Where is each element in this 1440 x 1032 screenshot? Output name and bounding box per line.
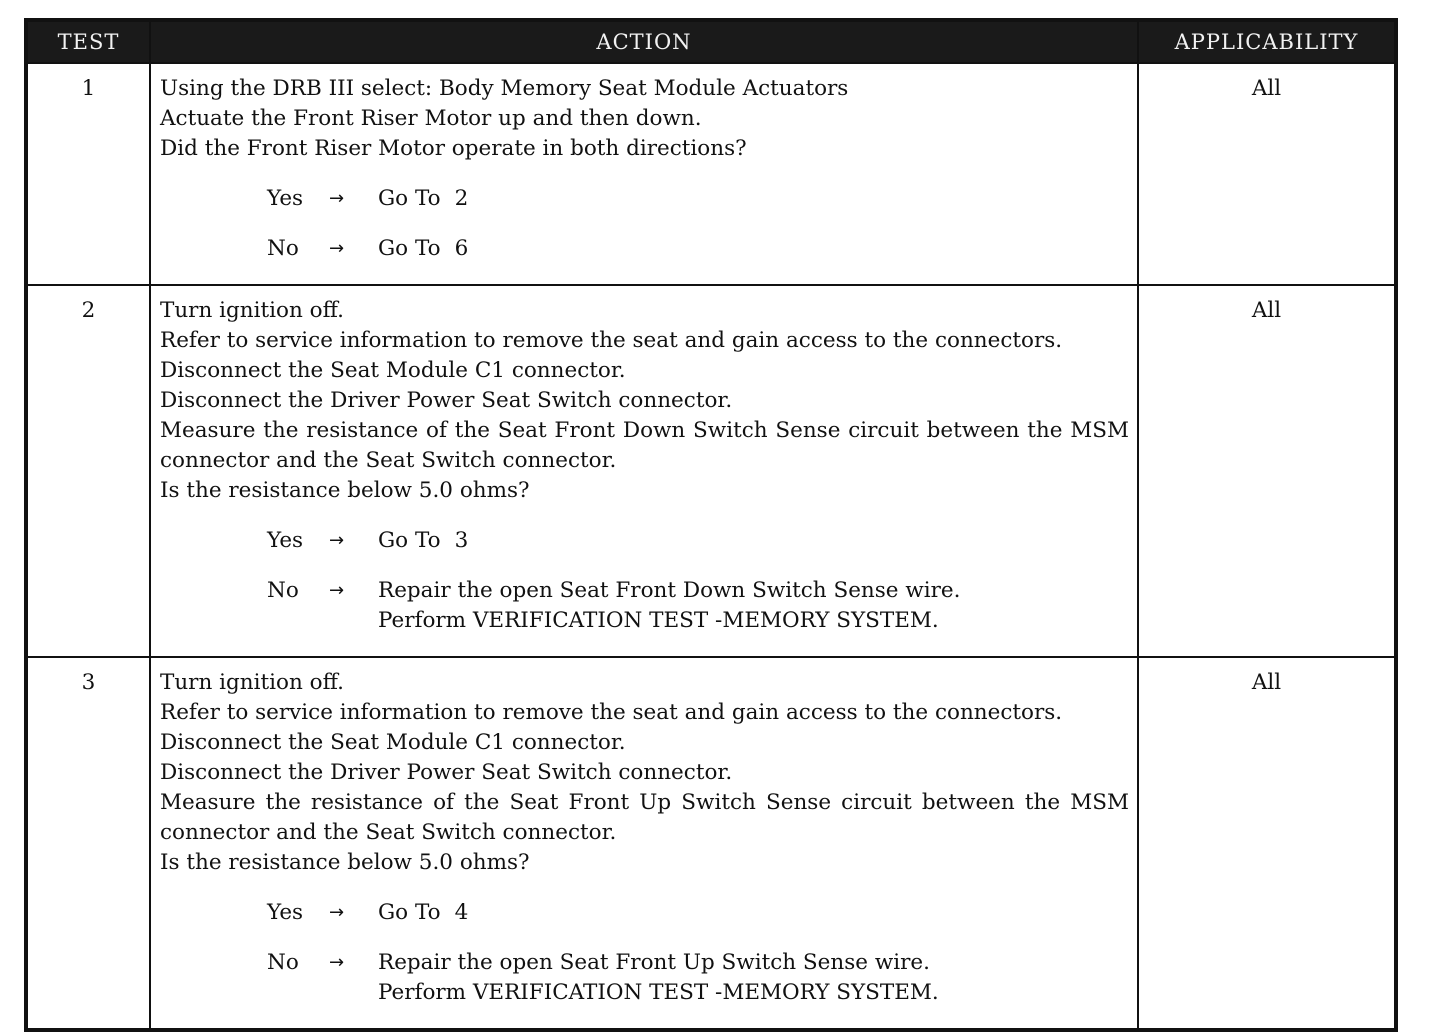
header-applicability: APPLICABILITY	[1138, 20, 1396, 63]
table-row	[26, 63, 1396, 285]
arrow-right-icon: →	[329, 580, 345, 601]
no-choice	[267, 948, 1129, 1008]
no-choice	[267, 234, 1129, 264]
yes-label: Yes	[267, 186, 304, 211]
table-body	[26, 63, 1396, 1030]
action-line: Refer to service information to remove the seat and gain access to the connectors.	[160, 700, 1063, 725]
table-row	[26, 657, 1396, 1030]
goto-number: 3	[454, 528, 469, 553]
arrow-right-icon: →	[329, 530, 345, 551]
goto-text	[378, 236, 468, 261]
header-action: ACTION	[150, 20, 1138, 63]
repair-instruction: Repair the open Seat Front Up Switch Sense wire.	[378, 950, 930, 975]
goto-number: 4	[454, 900, 469, 925]
answer-choices	[267, 184, 1129, 264]
yes-result	[378, 898, 468, 928]
action-cell	[150, 63, 1138, 285]
no-result	[378, 948, 939, 1008]
diagnostic-test-table	[24, 18, 1398, 1032]
test-number: 1	[26, 63, 150, 285]
action-line: Turn ignition off.	[160, 298, 344, 323]
yes-choice	[267, 898, 1129, 928]
goto-text	[378, 186, 468, 211]
no-label: No	[267, 578, 299, 603]
no-label: No	[267, 950, 299, 975]
goto-label: Go To	[378, 900, 441, 925]
answer-choices	[267, 898, 1129, 1008]
table-header	[26, 20, 1396, 63]
action-line: Did the Front Riser Motor operate in both directions?	[160, 136, 747, 161]
repair-instruction: Repair the open Seat Front Down Switch Sense wire.	[378, 578, 961, 603]
yes-label: Yes	[267, 900, 304, 925]
action-line: Actuate the Front Riser Motor up and then down.	[160, 106, 702, 131]
answer-choices	[267, 526, 1129, 636]
goto-number: 2	[454, 186, 469, 211]
goto-label: Go To	[378, 528, 441, 553]
goto-text	[378, 900, 468, 925]
action-cell	[150, 285, 1138, 657]
arrow-right-icon: →	[329, 952, 345, 973]
verification-instruction: Perform VERIFICATION TEST -MEMORY SYSTEM.	[378, 608, 939, 633]
action-line: Is the resistance below 5.0 ohms?	[160, 850, 530, 875]
no-result	[378, 234, 468, 264]
action-line: Disconnect the Driver Power Seat Switch connector.	[160, 760, 733, 785]
applicability-cell: All	[1138, 285, 1396, 657]
no-label: No	[267, 236, 299, 261]
action-line: Measure the resistance of the Seat Front Up Switch Sense circuit between the MSM connector and the Seat Switch connector.	[160, 790, 1129, 845]
action-line: Measure the resistance of the Seat Front Down Switch Sense circuit between the MSM connector and the Seat Switch connector.	[160, 418, 1129, 473]
yes-label: Yes	[267, 528, 304, 553]
action-line: Disconnect the Seat Module C1 connector.	[160, 358, 626, 383]
goto-label: Go To	[378, 236, 441, 261]
verification-instruction: Perform VERIFICATION TEST -MEMORY SYSTEM.	[378, 980, 939, 1005]
test-number: 2	[26, 285, 150, 657]
action-line: Refer to service information to remove the seat and gain access to the connectors.	[160, 328, 1063, 353]
header-test: TEST	[26, 20, 150, 63]
no-result	[378, 576, 960, 636]
action-line: Turn ignition off.	[160, 670, 344, 695]
arrow-right-icon: →	[329, 238, 345, 259]
table-row	[26, 285, 1396, 657]
arrow-right-icon: →	[329, 902, 345, 923]
test-number: 3	[26, 657, 150, 1030]
arrow-right-icon: →	[329, 188, 345, 209]
header-row	[26, 20, 1396, 63]
action-cell	[150, 657, 1138, 1030]
no-choice	[267, 576, 1129, 636]
applicability-cell: All	[1138, 63, 1396, 285]
goto-label: Go To	[378, 186, 441, 211]
applicability-cell: All	[1138, 657, 1396, 1030]
yes-choice	[267, 526, 1129, 556]
yes-result	[378, 184, 468, 214]
goto-number: 6	[454, 236, 469, 261]
yes-result	[378, 526, 468, 556]
action-line: Using the DRB III select: Body Memory Seat Module Actuators	[160, 76, 849, 101]
action-line: Is the resistance below 5.0 ohms?	[160, 478, 530, 503]
action-line: Disconnect the Driver Power Seat Switch connector.	[160, 388, 733, 413]
action-line: Disconnect the Seat Module C1 connector.	[160, 730, 626, 755]
goto-text	[378, 528, 468, 553]
yes-choice	[267, 184, 1129, 214]
